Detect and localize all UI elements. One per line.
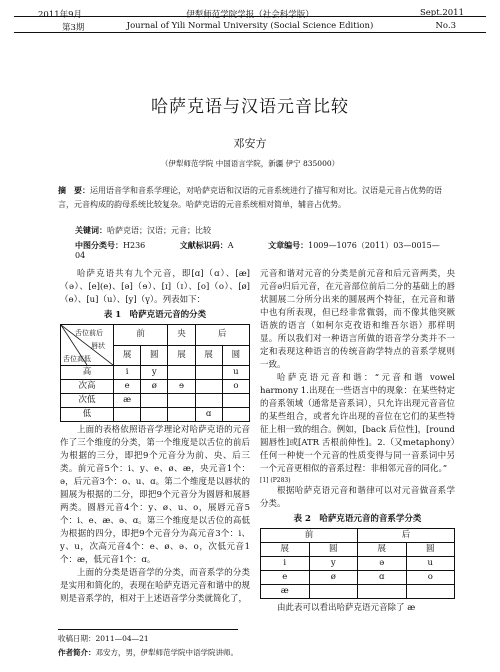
abstract-text: 运用语音学和音系学理论，对哈萨克语和汉语的元音系统进行了描写和对比。汉语是元音占优势的语言，元音构成的韵母系统比较复杂。哈萨克语的元音系统相对简单，辅音占优势。 bbox=[58, 186, 442, 209]
abstract-label: 摘 要： bbox=[58, 185, 90, 195]
author: 邓安方 bbox=[233, 137, 267, 150]
cell: ɘ bbox=[168, 380, 195, 394]
header-date: 2011年9月 bbox=[38, 10, 83, 20]
row-label: 低 bbox=[61, 408, 114, 422]
table-row bbox=[61, 380, 250, 394]
abstract bbox=[58, 183, 442, 212]
cell: 圆 bbox=[309, 543, 358, 557]
cell bbox=[168, 408, 195, 422]
header-rule-thick bbox=[14, 32, 486, 33]
cell: u bbox=[406, 557, 455, 571]
right-para-2: 哈萨克语元音和谐：“元音和谐 vowel harmony 1.出现在一些语言中的现象：在某些特定的音系领域（通常是音系词），只允许出现元音音位的某些组合，或者允许出现的音位在它们的某些特征上相一致的组合。例如，[back 后位性]，[round 圆唇性]或[ATR 舌根前伸性]。2.（又metaphony）任何一种使一个元音的性质变得与同一音系词中另一个元音更相似的音系过程：非相邻元音的同化。” bbox=[260, 373, 455, 474]
bio-label: 作者简介： bbox=[58, 648, 96, 657]
table2 bbox=[260, 528, 455, 599]
footnote-rule bbox=[58, 629, 238, 630]
header-no: No.3 bbox=[435, 21, 456, 31]
doc-value: A bbox=[227, 241, 234, 250]
cell: o bbox=[406, 571, 455, 585]
right-para-4: 由此表可以看出哈萨克语元音除了 æ bbox=[277, 603, 416, 613]
cell: e bbox=[261, 571, 310, 585]
table1-corner bbox=[61, 325, 114, 366]
cell: ɑ bbox=[358, 571, 407, 585]
bio-text: 邓安方，男，伊犁师范学院中语学院讲师。 bbox=[95, 648, 238, 657]
t1-rounded-3: 圆 bbox=[222, 345, 249, 366]
affiliation: （伊犁师范学院 中国语言学院，新疆 伊宁 835000） bbox=[160, 159, 340, 168]
t2-back: 后 bbox=[358, 529, 455, 543]
cell: e bbox=[114, 380, 141, 394]
cell bbox=[141, 408, 168, 422]
keywords-text: 哈萨克语；汉语；元音；比较 bbox=[107, 226, 211, 235]
author-bio bbox=[58, 647, 460, 658]
row-label: 高 bbox=[61, 366, 114, 380]
classification bbox=[75, 240, 460, 260]
table-row bbox=[261, 585, 455, 599]
cell: o bbox=[222, 380, 249, 394]
table-row bbox=[61, 408, 250, 422]
cell bbox=[358, 585, 407, 599]
t1-front: 前 bbox=[114, 325, 168, 346]
cell: i bbox=[114, 366, 141, 380]
table1 bbox=[60, 324, 250, 422]
right-para-1: 元音和谐对元音的分类是前元音和后元音两类，央元音ə归后元音，在元音部位前后二分的基础上的唇状圆展二分所分出来的圆展两个特征，在元音和谐中也有所表现，但已经非常微弱，而不像其他突厥语族的语言（如柯尔克孜语和维吾尔语）那样明显。所以我们对一种语言所做的语音学分类并不一定和表现这种语言的传统音韵学特点的音系学规则一致。 bbox=[260, 269, 455, 370]
cell bbox=[141, 394, 168, 408]
cell bbox=[195, 394, 222, 408]
header-rule-thin bbox=[14, 16, 486, 17]
left-para-3: 上面的分类是语音学的分类，而音系学的分类是实用和简化的，表现在哈萨克语元音和谐中的规则是音系学的，相对于上述语音学分类就简化了， bbox=[60, 568, 250, 604]
cell: 展 bbox=[261, 543, 310, 557]
t1-back: 后 bbox=[195, 325, 249, 346]
cell bbox=[222, 408, 249, 422]
class-value: H236 bbox=[123, 241, 146, 250]
row-label: 次高 bbox=[61, 380, 114, 394]
t1-central: 央 bbox=[168, 325, 195, 346]
header-journal-cn: 伊犁师范学院学报（社会科学版） bbox=[186, 10, 314, 20]
keywords bbox=[75, 225, 211, 236]
cell: 展 bbox=[358, 543, 407, 557]
cell: u bbox=[222, 366, 249, 380]
table-row bbox=[261, 571, 455, 585]
table2-caption: 表 2 哈萨克语元音的音系学分类 bbox=[293, 514, 422, 524]
cell: i bbox=[261, 557, 310, 571]
left-para-2: 上面的表格依照语音学理论对哈萨克语的元音作了三个维度的分类，第一个维度是以舌位的前后为根据的三分，即把9个元音分为前、央、后三类。前元音5个：i、y、e、ø、æ，央元音1个：ə，后元音3个：o、u、ɑ。第二个维度是以唇状的圆展为根据的二分，即把9个元音分为圆唇和展唇两类。圆唇元音4个：y、ø、u、o，展唇元音5个：i、e、æ、ə、ɑ。第三个维度是以舌位的高低为根据的四分，即把9个元音分为高元音3个：i、y、u，次高元音4个：e、ø、ə、o，次低元音1个：æ，低元音1个：ɑ。 bbox=[60, 425, 250, 565]
cell bbox=[222, 394, 249, 408]
header-journal-en: Journal of Yili Normal University (Social Science Edition) bbox=[126, 21, 374, 31]
keywords-label: 关键词： bbox=[75, 225, 107, 235]
cell: ɑ bbox=[195, 408, 222, 422]
cell: y bbox=[141, 366, 168, 380]
corner-height: 舌位高低 bbox=[63, 355, 91, 363]
citation: [1] (P283) bbox=[260, 477, 291, 484]
t1-unrounded: 展 bbox=[114, 345, 141, 366]
cell: ø bbox=[141, 380, 168, 394]
cell bbox=[195, 366, 222, 380]
cell: æ bbox=[114, 394, 141, 408]
cell bbox=[195, 380, 222, 394]
right-column bbox=[260, 268, 455, 615]
right-para-3: 根据哈萨克语元音和谐律可以对元音做音系学分类。 bbox=[260, 486, 455, 509]
cell bbox=[309, 585, 358, 599]
cell: 圆 bbox=[406, 543, 455, 557]
row-label: 次低 bbox=[61, 394, 114, 408]
cell: ø bbox=[309, 571, 358, 585]
header-sept: Sept.2011 bbox=[419, 8, 464, 18]
t2-front: 前 bbox=[261, 529, 358, 543]
doc-label: 文献标识码： bbox=[179, 240, 228, 250]
t1-rounded: 圆 bbox=[141, 345, 168, 366]
cell bbox=[168, 366, 195, 380]
paper-title: 哈萨克语与汉语元音比较 bbox=[151, 97, 349, 117]
corner-lip: 唇状 bbox=[91, 342, 105, 350]
cell: y bbox=[309, 557, 358, 571]
header-issue: 第3期 bbox=[62, 23, 85, 33]
cell: ə bbox=[358, 557, 407, 571]
left-column bbox=[60, 268, 250, 606]
article-value: 1009—1076（2011）03—0015—04 bbox=[75, 241, 440, 260]
table1-caption: 表 1 哈萨克语元音的分类 bbox=[103, 310, 207, 320]
cell: æ bbox=[261, 585, 310, 599]
left-para-1: 哈萨克语共有九个元音，即[ɑ]（ɑ）、[æ]（ə）、[e](e)、[ə]（ɘ）、[ɪ]（ɪ）、[o]（o）、[ø]（ө）、[u]（u）、[y]（ү）。列表如下： bbox=[60, 269, 250, 305]
article-label: 文章编号： bbox=[268, 240, 309, 250]
t1-unrounded-2: 展 bbox=[168, 345, 195, 366]
table-row bbox=[261, 543, 455, 557]
table-row bbox=[61, 366, 250, 380]
cell bbox=[406, 585, 455, 599]
t1-unrounded-3: 展 bbox=[195, 345, 222, 366]
table-row bbox=[261, 557, 455, 571]
received-date: 收稿日期：2011—04—21 bbox=[58, 634, 149, 643]
running-header bbox=[14, 4, 486, 44]
cell bbox=[168, 394, 195, 408]
table-row bbox=[61, 394, 250, 408]
cell bbox=[114, 408, 141, 422]
corner-front-back: 舌位前后 bbox=[75, 329, 103, 337]
class-label: 中图分类号： bbox=[75, 240, 123, 250]
